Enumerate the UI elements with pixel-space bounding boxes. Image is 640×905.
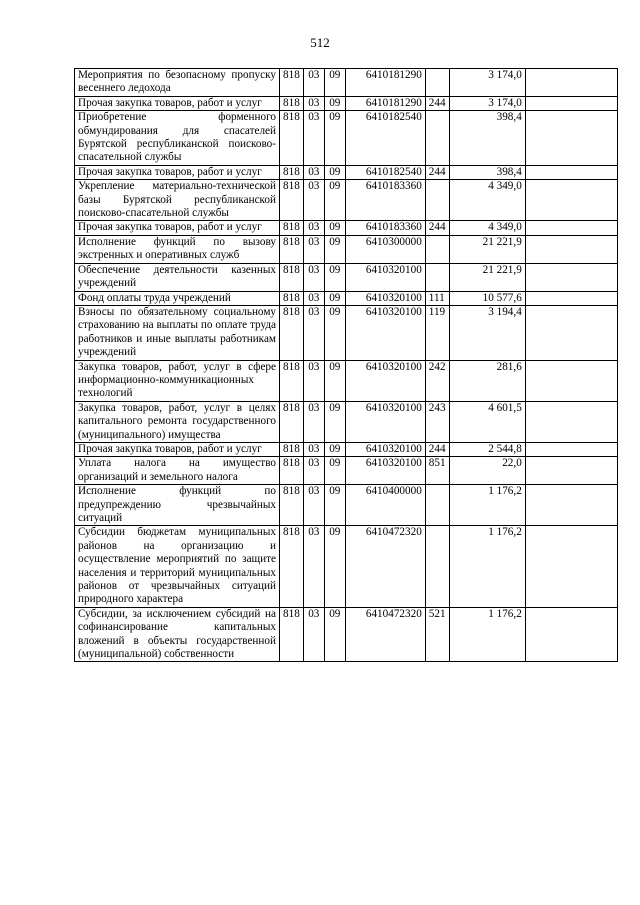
row-section-code: 03 — [303, 360, 324, 401]
row-amount: 398,4 — [449, 165, 525, 179]
row-name: Закупка товаров, работ, услуг в сфере информационно-коммуникационных технологий — [75, 360, 280, 401]
row-extra — [525, 291, 617, 305]
row-expense-type — [425, 485, 449, 526]
row-name: Обеспечение деятельности казенных учреждений — [75, 263, 280, 291]
row-name: Закупка товаров, работ, услуг в целях капитального ремонта государственного (муниципального) имущества — [75, 401, 280, 442]
row-name: Фонд оплаты труда учреждений — [75, 291, 280, 305]
row-subsection-code: 09 — [324, 69, 345, 97]
table-row — [75, 401, 618, 442]
row-grbs-code: 818 — [280, 360, 304, 401]
row-section-code: 03 — [303, 485, 324, 526]
row-target-article: 6410183360 — [345, 180, 425, 221]
row-amount: 3 194,4 — [449, 305, 525, 360]
row-target-article: 6410181290 — [345, 96, 425, 110]
row-expense-type: 244 — [425, 96, 449, 110]
row-expense-type — [425, 111, 449, 166]
row-expense-type: 851 — [425, 457, 449, 485]
row-subsection-code: 09 — [324, 111, 345, 166]
row-grbs-code: 818 — [280, 69, 304, 97]
table-row — [75, 180, 618, 221]
table-row — [75, 291, 618, 305]
row-section-code: 03 — [303, 69, 324, 97]
row-name: Субсидии бюджетам муниципальных районов на организацию и осуществление мероприятий по защите населения и территорий муниципальных районов от чрезвычайных ситуаций природного характера — [75, 526, 280, 607]
row-grbs-code: 818 — [280, 96, 304, 110]
row-subsection-code: 09 — [324, 526, 345, 607]
row-section-code: 03 — [303, 235, 324, 263]
row-name: Уплата налога на имущество организаций и земельного налога — [75, 457, 280, 485]
row-target-article: 6410400000 — [345, 485, 425, 526]
row-subsection-code: 09 — [324, 360, 345, 401]
row-section-code: 03 — [303, 442, 324, 456]
row-expense-type: 243 — [425, 401, 449, 442]
row-grbs-code: 818 — [280, 485, 304, 526]
row-extra — [525, 111, 617, 166]
row-section-code: 03 — [303, 607, 324, 662]
row-amount: 21 221,9 — [449, 263, 525, 291]
row-name: Приобретение форменного обмундирования для спасателей Бурятской республиканской поисково-спасательной службы — [75, 111, 280, 166]
row-grbs-code: 818 — [280, 180, 304, 221]
row-extra — [525, 96, 617, 110]
row-grbs-code: 818 — [280, 263, 304, 291]
row-subsection-code: 09 — [324, 180, 345, 221]
row-amount: 3 174,0 — [449, 69, 525, 97]
row-amount: 281,6 — [449, 360, 525, 401]
table-row — [75, 526, 618, 607]
row-expense-type: 244 — [425, 165, 449, 179]
row-section-code: 03 — [303, 111, 324, 166]
row-extra — [525, 69, 617, 97]
row-extra — [525, 263, 617, 291]
row-section-code: 03 — [303, 263, 324, 291]
row-extra — [525, 457, 617, 485]
row-grbs-code: 818 — [280, 221, 304, 235]
row-name: Исполнение функций по вызову экстренных и оперативных служб — [75, 235, 280, 263]
table-row — [75, 485, 618, 526]
row-subsection-code: 09 — [324, 291, 345, 305]
row-expense-type — [425, 263, 449, 291]
row-target-article: 6410320100 — [345, 291, 425, 305]
row-target-article: 6410472320 — [345, 526, 425, 607]
row-amount: 4 349,0 — [449, 180, 525, 221]
row-target-article: 6410300000 — [345, 235, 425, 263]
row-grbs-code: 818 — [280, 235, 304, 263]
row-amount: 22,0 — [449, 457, 525, 485]
row-extra — [525, 485, 617, 526]
table-row — [75, 235, 618, 263]
table-row — [75, 607, 618, 662]
table-row — [75, 305, 618, 360]
row-amount: 10 577,6 — [449, 291, 525, 305]
row-amount: 1 176,2 — [449, 607, 525, 662]
row-grbs-code: 818 — [280, 457, 304, 485]
row-amount: 4 349,0 — [449, 221, 525, 235]
row-amount: 3 174,0 — [449, 96, 525, 110]
table-row — [75, 165, 618, 179]
row-subsection-code: 09 — [324, 442, 345, 456]
row-target-article: 6410182540 — [345, 165, 425, 179]
row-name: Укрепление материально-технической базы Бурятской республиканской поисково-спасательной службы — [75, 180, 280, 221]
row-section-code: 03 — [303, 291, 324, 305]
row-name: Исполнение функций по предупреждению чрезвычайных ситуаций — [75, 485, 280, 526]
row-grbs-code: 818 — [280, 442, 304, 456]
row-extra — [525, 526, 617, 607]
row-amount: 398,4 — [449, 111, 525, 166]
row-target-article: 6410320100 — [345, 401, 425, 442]
row-section-code: 03 — [303, 305, 324, 360]
row-name: Субсидии, за исключением субсидий на софинансирование капитальных вложений в объекты государственной (муниципальной) собственности — [75, 607, 280, 662]
row-expense-type — [425, 526, 449, 607]
row-expense-type: 244 — [425, 442, 449, 456]
row-section-code: 03 — [303, 96, 324, 110]
table-row — [75, 360, 618, 401]
row-target-article: 6410320100 — [345, 305, 425, 360]
row-amount: 2 544,8 — [449, 442, 525, 456]
table-row — [75, 96, 618, 110]
row-grbs-code: 818 — [280, 291, 304, 305]
row-expense-type: 111 — [425, 291, 449, 305]
row-grbs-code: 818 — [280, 165, 304, 179]
row-grbs-code: 818 — [280, 526, 304, 607]
row-extra — [525, 305, 617, 360]
row-amount: 21 221,9 — [449, 235, 525, 263]
row-amount: 4 601,5 — [449, 401, 525, 442]
row-name: Прочая закупка товаров, работ и услуг — [75, 96, 280, 110]
table-row — [75, 221, 618, 235]
row-subsection-code: 09 — [324, 607, 345, 662]
row-subsection-code: 09 — [324, 235, 345, 263]
row-subsection-code: 09 — [324, 221, 345, 235]
row-amount: 1 176,2 — [449, 485, 525, 526]
row-subsection-code: 09 — [324, 401, 345, 442]
row-name: Взносы по обязательному социальному страхованию на выплаты по оплате труда работников и иные выплаты работникам учреждений — [75, 305, 280, 360]
row-extra — [525, 235, 617, 263]
row-extra — [525, 607, 617, 662]
row-target-article: 6410472320 — [345, 607, 425, 662]
row-target-article: 6410320100 — [345, 457, 425, 485]
row-target-article: 6410181290 — [345, 69, 425, 97]
row-expense-type: 119 — [425, 305, 449, 360]
row-section-code: 03 — [303, 457, 324, 485]
row-section-code: 03 — [303, 221, 324, 235]
row-expense-type — [425, 180, 449, 221]
row-target-article: 6410320100 — [345, 360, 425, 401]
row-extra — [525, 360, 617, 401]
row-expense-type: 244 — [425, 221, 449, 235]
row-target-article: 6410320100 — [345, 263, 425, 291]
table-row — [75, 111, 618, 166]
row-grbs-code: 818 — [280, 401, 304, 442]
row-amount: 1 176,2 — [449, 526, 525, 607]
row-extra — [525, 221, 617, 235]
row-subsection-code: 09 — [324, 263, 345, 291]
row-expense-type: 521 — [425, 607, 449, 662]
row-subsection-code: 09 — [324, 305, 345, 360]
row-grbs-code: 818 — [280, 111, 304, 166]
budget-table — [74, 68, 618, 662]
row-subsection-code: 09 — [324, 457, 345, 485]
row-section-code: 03 — [303, 165, 324, 179]
row-subsection-code: 09 — [324, 485, 345, 526]
row-expense-type — [425, 69, 449, 97]
row-name: Прочая закупка товаров, работ и услуг — [75, 165, 280, 179]
table-body — [75, 69, 618, 662]
page-number: 512 — [310, 35, 330, 50]
table-row — [75, 457, 618, 485]
row-section-code: 03 — [303, 526, 324, 607]
table-row — [75, 442, 618, 456]
row-expense-type: 242 — [425, 360, 449, 401]
row-grbs-code: 818 — [280, 607, 304, 662]
row-section-code: 03 — [303, 401, 324, 442]
row-name: Прочая закупка товаров, работ и услуг — [75, 442, 280, 456]
row-target-article: 6410320100 — [345, 442, 425, 456]
row-name: Мероприятия по безопасному пропуску весеннего ледохода — [75, 69, 280, 97]
table-row — [75, 69, 618, 97]
row-grbs-code: 818 — [280, 305, 304, 360]
row-extra — [525, 180, 617, 221]
row-target-article: 6410183360 — [345, 221, 425, 235]
row-extra — [525, 165, 617, 179]
row-name: Прочая закупка товаров, работ и услуг — [75, 221, 280, 235]
row-expense-type — [425, 235, 449, 263]
row-subsection-code: 09 — [324, 96, 345, 110]
row-extra — [525, 401, 617, 442]
row-extra — [525, 442, 617, 456]
row-section-code: 03 — [303, 180, 324, 221]
table-row — [75, 263, 618, 291]
row-subsection-code: 09 — [324, 165, 345, 179]
row-target-article: 6410182540 — [345, 111, 425, 166]
